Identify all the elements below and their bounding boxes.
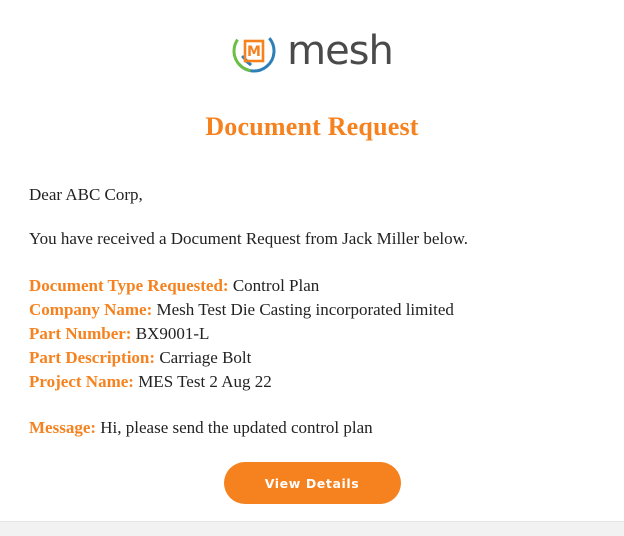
detail-label: Part Number: [29,324,132,343]
detail-row-project-name [29,370,596,394]
detail-label: Document Type Requested: [29,276,229,295]
intro-text: You have received a Document Request from Jack Miller below. [29,229,469,248]
detail-row-document-type [29,274,596,298]
request-details-list [0,274,624,394]
message-label: Message: [29,418,97,437]
page-title: Document Request [205,112,419,141]
detail-row-part-number [29,322,596,346]
detail-value: MES Test 2 Aug 22 [138,372,272,391]
detail-value: Control Plan [232,276,320,295]
detail-row-part-description [29,346,596,370]
view-details-button[interactable]: View Details [224,462,401,504]
greeting-text: Dear ABC Corp, [29,185,143,204]
detail-label: Project Name: [29,372,134,391]
detail-label: Part Description: [29,348,156,367]
detail-value: BX9001-L [135,324,210,343]
detail-label: Company Name: [29,300,153,319]
detail-value: Carriage Bolt [159,348,252,367]
email-header [0,0,624,74]
message-value: Hi, please send the updated control plan [100,418,373,437]
cta-container [0,462,624,504]
message-block [0,416,624,440]
detail-row-company-name [29,298,596,322]
detail-value: Mesh Test Die Casting incorporated limited [156,300,454,319]
mesh-logo-icon [231,28,277,74]
left-margin [0,0,8,536]
email-intro-block [0,184,624,250]
mesh-wordmark: mesh [287,28,393,74]
footer-bar [0,521,624,536]
svg-text:M: M [247,44,262,60]
